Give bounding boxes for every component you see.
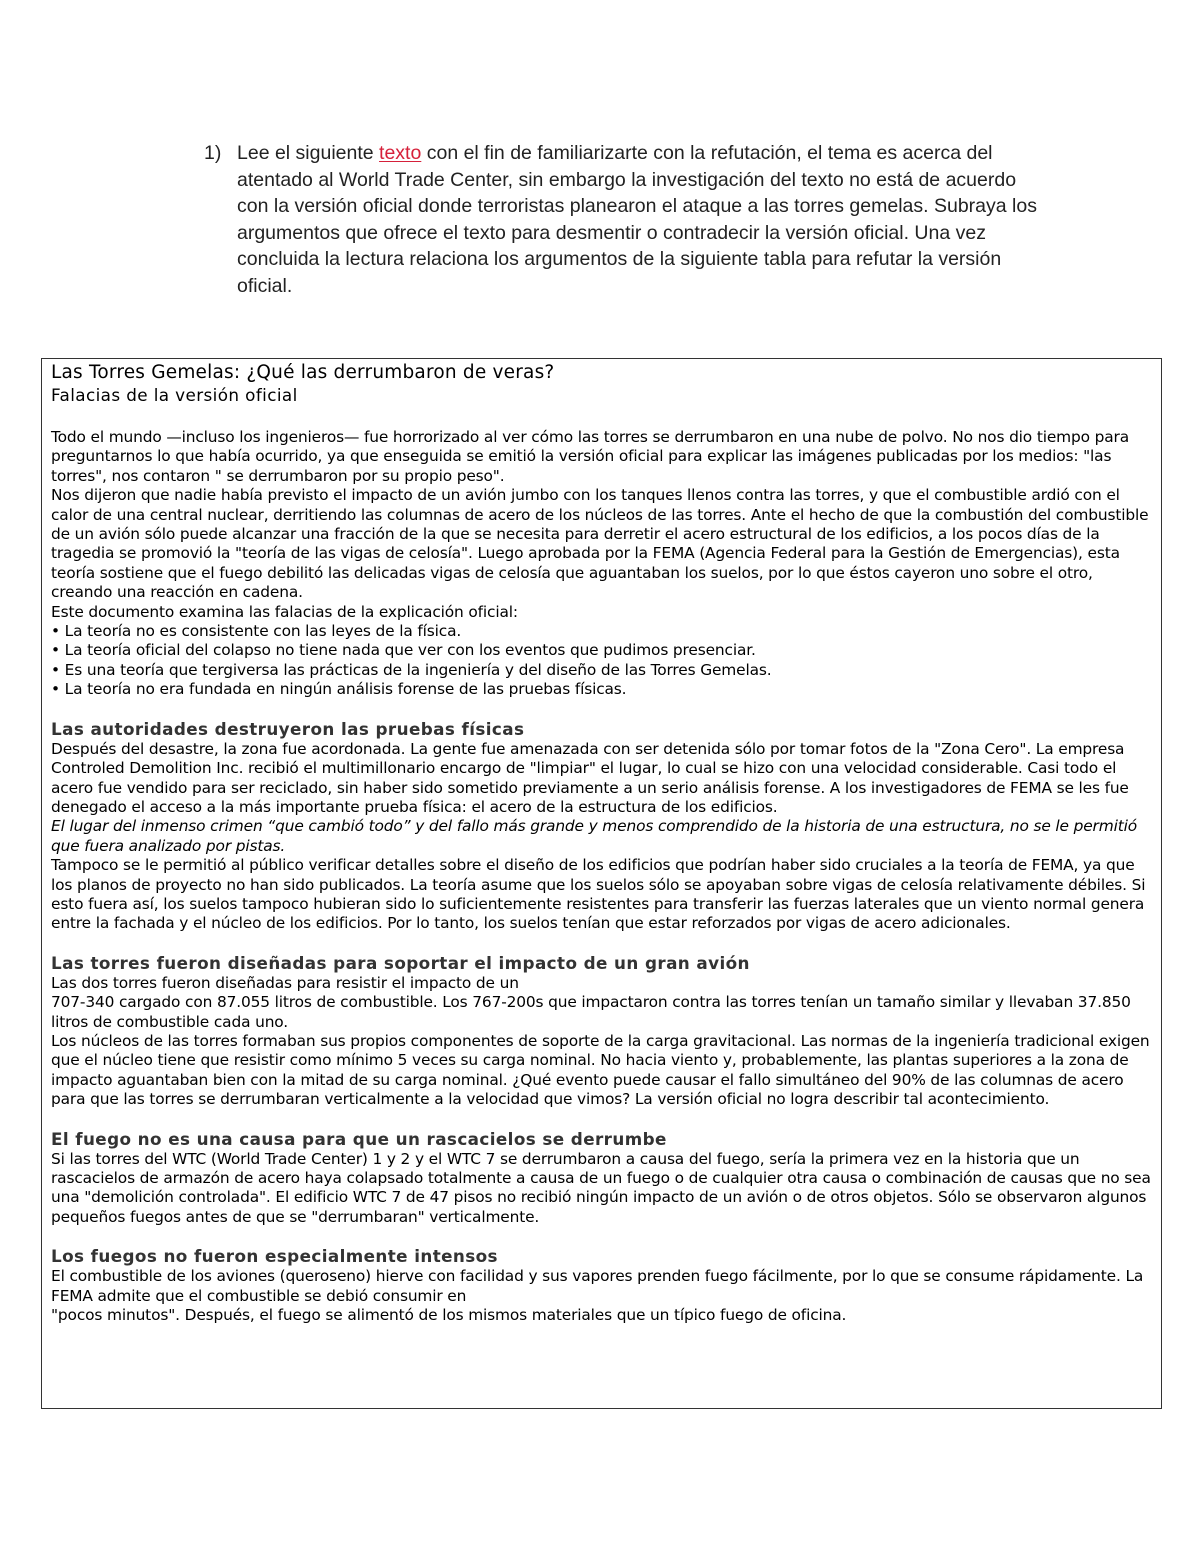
list-item: • Es una teoría que tergiversa las prácticas de la ingeniería y del diseño de las Torres Gemelas.	[51, 661, 1155, 680]
section-quote: El lugar del inmenso crimen “que cambió todo” y del fallo más grande y menos comprendido de la historia de una estructura, no se le permitió que fuera analizado por pistas.	[51, 817, 1137, 855]
article-title: Las Torres Gemelas: ¿Qué las derrumbaron de veras?	[51, 362, 555, 383]
section-heading: Las torres fueron diseñadas para soportar el impacto de un gran avión	[51, 952, 750, 973]
texto-link[interactable]: texto	[379, 142, 422, 164]
section-paragraph: Después del desastre, la zona fue acordonada. La gente fue amenazada con ser detenida sólo por tomar fotos de la "Zona Cero". La empresa Controled Demolition Inc. recibió el multimillonario encargo de "limpiar" el lugar, lo cual se hizo con una velocidad considerable. Casi todo el acero fue vendido para ser reciclado, sin haber sido sometido previamente a un serio análisis forense. A los investigadores de FEMA se les fue denegado el acceso a la más importante prueba física: el acero de la estructura de los edificios.	[51, 739, 1129, 816]
intro-paragraph: Todo el mundo —incluso los ingenieros— fue horrorizado al ver cómo las torres se derrumbaron en una nube de polvo. No nos dio tiempo para preguntarnos lo que había ocurrido, ya que enseguida se emitió la versión oficial para explicar las imágenes publicadas por los medios: "las torres", nos contaron " se derrumbaron por su propio peso".	[51, 428, 1129, 485]
section-paragraph: Tampoco se le permitió al público verificar detalles sobre el diseño de los edificios que podrían haber sido cruciales a la teoría de FEMA, ya que los planos de proyecto no han sido publicados. La teoría asume que los suelos sólo se apoyaban sobre vigas de celosía relativamente débiles. Si esto fuera así, los suelos tampoco hubieran sido lo suficientemente resistentes para transferir las fuerzas laterales que un viento normal genera entre la fachada y el núcleo de los edificios. Por lo tanto, los suelos tenían que estar reforzados por vigas de acero adicionales.	[51, 856, 1146, 933]
section-heading: Los fuegos no fueron especialmente intensos	[51, 1246, 498, 1267]
article-box	[41, 358, 1162, 1409]
article-subtitle: Falacias de la versión oficial	[51, 385, 298, 405]
section-heading: El fuego no es una causa para que un rascacielos se derrumbe	[51, 1128, 667, 1149]
instruction-block	[204, 140, 1044, 299]
section-paragraph: "pocos minutos". Después, el fuego se alimentó de los mismos materiales que un típico fuego de oficina.	[51, 1306, 847, 1325]
list-item: • La teoría no es consistente con las leyes de la física.	[51, 622, 1155, 641]
instruction-text-start: Lee el siguiente	[237, 142, 380, 164]
section-heading: Las autoridades destruyeron las pruebas físicas	[51, 718, 525, 739]
list-item: • La teoría no era fundada en ningún análisis forense de las pruebas físicas.	[51, 680, 1155, 699]
section-paragraph: Los núcleos de las torres formaban sus propios componentes de soporte de la carga gravitacional. Las normas de la ingeniería tradicional exigen que el núcleo tiene que resistir como mínimo 5 veces su carga nominal. No hacia viento y, probablemente, las plantas superiores a la zona de impacto aguantaban bien con la mitad de su carga nominal. ¿Qué evento puede causar el fallo simultáneo del 90% de las columnas de acero para que las torres se derrumbaran verticalmente a la velocidad que vimos? La versión oficial no logra describir tal acontecimiento.	[51, 1031, 1150, 1109]
section-paragraph: El combustible de los aviones (queroseno) hierve con facilidad y sus vapores prenden fuego fácilmente, por lo que se consume rápidamente. La FEMA admite que el combustible se debió consumir en	[51, 1267, 1144, 1305]
instruction-text	[237, 140, 1044, 299]
intro-paragraph: Nos dijeron que nadie había previsto el impacto de un avión jumbo con los tanques llenos contra las torres, y que el combustible ardió con el calor de una central nuclear, derritiendo las columnas de acero de los núcleos de las torres. Ante el hecho de que la combustión del combustible de un avión sólo puede alcanzar una fracción de la que se necesita para derretir el acero estructural de los edificios, a los pocos días de la tragedia se promovió la "teoría de las vigas de celosía". Luego aprobada por la FEMA (Agencia Federal para la Gestión de Emergencias), esta teoría sostiene que el fuego debilitó las delicadas vigas de celosía que aguantaban los suelos, por lo que éstos cayeron uno sobre el otro, creando una reacción en cadena.	[51, 486, 1149, 602]
section-paragraph: Si las torres del WTC (World Trade Center) 1 y 2 y el WTC 7 se derrumbaron a causa del fuego, sería la primera vez en la historia que un rascacielos de armazón de acero haya colapsado totalmente a causa de un fuego o de cualquier otra causa o combinación de causas que no sea una "demolición controlada". El edificio WTC 7 de 47 pisos no recibió ningún impacto de un avión o de otros objetos. Sólo se observaron algunos pequeños fuegos antes de que se "derrumbaran" verticalmente.	[51, 1149, 1151, 1226]
fallacies-list	[51, 622, 1155, 700]
list-item: • La teoría oficial del colapso no tiene nada que ver con los eventos que pudimos presenciar.	[51, 641, 1155, 660]
instruction-number: 1)	[204, 142, 222, 164]
section-paragraph: 707-340 cargado con 87.055 litros de combustible. Los 767-200s que impactaron contra las torres tenían un tamaño similar y llevaban 37.850 litros de combustible cada uno.	[51, 993, 1131, 1031]
section-paragraph: Las dos torres fueron diseñadas para resistir el impacto de un	[51, 973, 519, 992]
instruction-text-end: con el fin de familiarizarte con la refutación, el tema es acerca del atentado al World Trade Center, sin embargo la investigación del texto no está de acuerdo con la versión oficial donde terroristas planearon el ataque a las torres gemelas. Subraya los argumentos que ofrece el texto para desmentir o contradecir la versión oficial. Una vez concluida la lectura relaciona los argumentos de la siguiente tabla para refutar la versión oficial.	[237, 142, 1037, 297]
intro-paragraph: Este documento examina las falacias de la explicación oficial:	[51, 602, 518, 621]
